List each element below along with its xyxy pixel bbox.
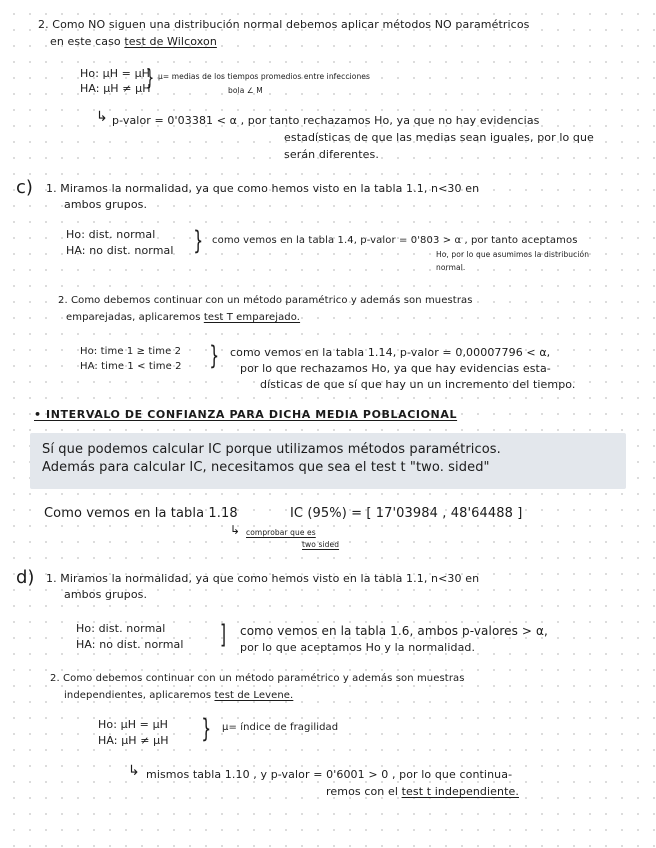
brace-icon: } <box>201 714 212 744</box>
c-point2-line-2 <box>66 311 300 325</box>
d-mu-definition: μ= índice de fragilidad <box>222 722 339 733</box>
brace-icon: } <box>145 66 155 91</box>
c-result-2: Ho, por lo que asumimos la distribución <box>436 250 590 259</box>
ci-value: IC (95%) = [ 17'03984 , 48'64488 ] <box>290 506 523 521</box>
arrow-icon: ↳ <box>128 763 140 779</box>
hypothesis-h0: Ho: μH = μH <box>80 67 151 80</box>
hypothesis-ha: HA: μH ≠ μH <box>80 82 151 95</box>
d-ha-mu: HA: μH ≠ μH <box>98 734 169 747</box>
section-c-label: c) <box>16 177 33 198</box>
c-ttest-line-2: por lo que rechazamos Ho, ya que hay evidencias esta- <box>240 362 551 375</box>
d-result-2: por lo que aceptamos Ho y la normalidad. <box>240 641 476 654</box>
c-result-1: como vemos en la tabla 1.4, p-valor = 0'803 > α , por tanto aceptamos <box>212 235 578 246</box>
d-final-line-2 <box>326 785 519 799</box>
d-final-text: remos con el <box>326 785 402 798</box>
independent-t-test-name: test t independiente. <box>401 785 519 798</box>
ci-heading: • INTERVALO DE CONFIANZA PARA DICHA MEDIA POBLACIONAL <box>34 408 458 421</box>
d-h0-mu: Ho: μH = μH <box>98 718 169 731</box>
wilcoxon-line-2 <box>50 35 217 49</box>
d-point2-line-2 <box>64 689 293 703</box>
section-d-label: d) <box>16 567 35 588</box>
small-note: bola ∠ M <box>228 86 263 95</box>
ci-note-2: two sided <box>302 540 340 549</box>
d-final-line-1: mismos tabla 1.10 , y p-valor = 0'6001 > 0 , por lo que continua- <box>146 768 513 781</box>
brace-icon: ] <box>220 620 227 650</box>
d-point2-line-1: 2. Como debemos continuar con un método paramétrico y además son muestras <box>50 673 465 684</box>
c-line-2: ambos grupos. <box>64 198 148 211</box>
c-ttest-line-1: como vemos en la tabla 1.14, p-valor = 0,00007796 < α, <box>230 346 551 359</box>
highlight-line-1: Sí que podemos calcular IC porque utilizamos métodos paramétricos. <box>42 442 501 457</box>
c-ttest-line-3: dísticas de que sí que hay un un incremento del tiempo. <box>260 378 576 391</box>
d-h0: Ho: dist. normal <box>76 622 166 635</box>
c-line-1: 1. Miramos la normalidad, ya que como hemos visto en la tabla 1.1, n<30 en <box>46 182 480 195</box>
mu-definition: μ= medias de los tiempos promedios entre infecciones <box>158 72 371 81</box>
c-result-3: normal. <box>436 263 466 272</box>
pvalue-line-1: p-valor = 0'03381 < α , por tanto rechazamos Ho, ya que no hay evidencias <box>112 114 540 127</box>
arrow-icon: ↳ <box>96 109 108 125</box>
pvalue-line-2: estadísticas de que las medias sean iguales, por lo que <box>284 131 594 144</box>
d-result-1: como vemos en la tabla 1.6, ambos p-valores > α, <box>240 624 548 638</box>
wilcoxon-test-name: test de Wilcoxon <box>124 35 217 48</box>
c-h0: Ho: dist. normal <box>66 228 156 241</box>
ci-row-label: Como vemos en la tabla 1.18 <box>44 506 238 521</box>
pvalue-line-3: serán diferentes. <box>284 148 379 161</box>
brace-icon: } <box>209 341 220 371</box>
c-ha-time: HA: time 1 < time 2 <box>80 361 182 372</box>
highlight-line-2: Además para calcular IC, necesitamos que sea el test t "two. sided" <box>42 460 490 475</box>
levene-test-name: test de Levene. <box>214 690 294 701</box>
ci-note-1: comprobar que es <box>246 528 316 537</box>
brace-icon: } <box>193 226 204 256</box>
wilcoxon-line-1: 2. Como NO siguen una distribución normal debemos aplicar métodos NO paramétricos <box>38 18 530 31</box>
c-h0-time: Ho: time 1 ≥ time 2 <box>80 346 182 357</box>
c-point2-text: emparejadas, aplicaremos <box>66 312 204 323</box>
c-ha: HA: no dist. normal <box>66 244 174 257</box>
d-line-2: ambos grupos. <box>64 588 148 601</box>
d-point2-text: independientes, aplicaremos <box>64 690 215 701</box>
c-point2-line-1: 2. Como debemos continuar con un método paramétrico y además son muestras <box>58 295 473 306</box>
wilcoxon-line-2-text: en este caso <box>50 35 125 48</box>
d-line-1: 1. Miramos la normalidad, ya que como hemos visto en la tabla 1.1, n<30 en <box>46 572 480 585</box>
arrow-icon: ↳ <box>230 523 241 537</box>
paired-t-test-name: test T emparejado. <box>203 312 301 323</box>
d-ha: HA: no dist. normal <box>76 638 184 651</box>
